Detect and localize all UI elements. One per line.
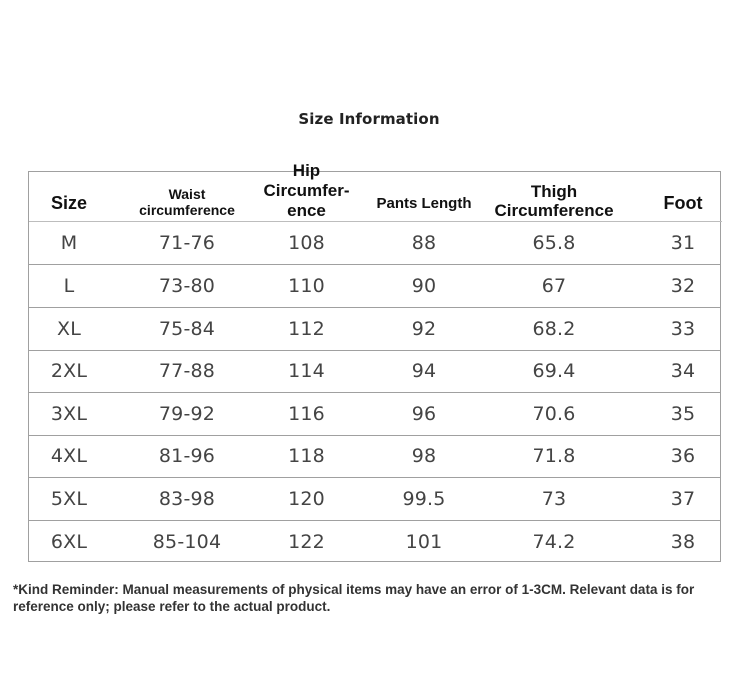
table-row: [29, 393, 720, 436]
cell-foot: 38: [670, 531, 696, 553]
cell-foot: 35: [670, 403, 696, 425]
cell-hip: 108: [288, 232, 325, 254]
cell-pants: 94: [411, 360, 437, 382]
table-row: [29, 521, 720, 563]
header-thigh: [484, 172, 624, 222]
table-row: [29, 435, 720, 478]
page-title: Size Information: [298, 110, 440, 128]
cell-foot: 31: [670, 232, 696, 254]
cell-size: 6XL: [50, 531, 88, 553]
cell-waist: 75-84: [158, 318, 216, 340]
header-waist-line2: circumference: [139, 201, 235, 218]
cell-waist: 85-104: [152, 531, 222, 553]
cell-waist: 77-88: [158, 360, 216, 382]
cell-pants: 98: [411, 445, 437, 467]
cell-pants: 92: [411, 318, 437, 340]
table-row: [29, 478, 720, 521]
table-row: [29, 265, 720, 308]
header-waist: [127, 172, 247, 222]
cell-size: XL: [56, 318, 81, 340]
header-foot-label: Foot: [663, 192, 703, 213]
cell-thigh: 74.2: [532, 531, 576, 553]
cell-pants: 99.5: [402, 488, 446, 510]
cell-pants: 101: [405, 531, 443, 553]
cell-hip: 122: [288, 531, 325, 553]
cell-foot: 34: [670, 360, 696, 382]
cell-hip: 110: [288, 275, 325, 297]
cell-size: M: [60, 232, 78, 254]
table-header-row: [29, 161, 720, 222]
cell-foot: 33: [670, 318, 696, 340]
header-foot: [644, 172, 722, 222]
cell-thigh: 67: [541, 275, 567, 297]
cell-pants: 88: [411, 232, 437, 254]
header-waist-line1: Waist: [168, 185, 206, 202]
cell-pants: 96: [411, 403, 437, 425]
cell-size: L: [63, 275, 75, 297]
cell-thigh: 65.8: [532, 232, 576, 254]
table-row: [29, 222, 720, 265]
header-hip-line3: ence: [287, 201, 326, 220]
cell-waist: 81-96: [158, 445, 216, 467]
cell-size: 2XL: [50, 360, 88, 382]
header-thigh-line1: Thigh: [530, 181, 578, 201]
cell-waist: 79-92: [158, 403, 216, 425]
cell-thigh: 68.2: [532, 318, 576, 340]
cell-hip: 116: [288, 403, 325, 425]
cell-size: 3XL: [50, 403, 88, 425]
header-pants-label: Pants Length: [376, 194, 472, 212]
cell-waist: 83-98: [158, 488, 216, 510]
cell-thigh: 71.8: [532, 445, 576, 467]
cell-size: 5XL: [50, 488, 88, 510]
header-thigh-line2: Circumference: [494, 200, 614, 220]
cell-thigh: 70.6: [532, 403, 576, 425]
table-row: [29, 350, 720, 393]
header-hip: [249, 159, 364, 223]
header-hip-line1: Hip: [292, 161, 321, 180]
cell-hip: 112: [288, 318, 325, 340]
cell-pants: 90: [411, 275, 437, 297]
cell-hip: 114: [288, 360, 325, 382]
cell-thigh: 69.4: [532, 360, 576, 382]
header-size: [29, 172, 109, 222]
cell-foot: 36: [670, 445, 696, 467]
cell-waist: 73-80: [158, 275, 216, 297]
cell-waist: 71-76: [158, 232, 216, 254]
header-size-label: Size: [50, 192, 88, 213]
kind-reminder-note: *Kind Reminder: Manual measurements of physical items may have an error of 1-3CM. Relevant data is for reference only; please refer to the actual product.: [13, 582, 695, 614]
size-table: [28, 161, 721, 562]
cell-size: 4XL: [50, 445, 88, 467]
cell-thigh: 73: [541, 488, 567, 510]
cell-hip: 120: [288, 488, 325, 510]
header-hip-line2: Circumfer-: [263, 181, 350, 200]
header-pants: [364, 172, 484, 222]
cell-hip: 118: [288, 445, 325, 467]
table-row: [29, 308, 720, 351]
cell-foot: 32: [670, 275, 696, 297]
cell-foot: 37: [670, 488, 696, 510]
